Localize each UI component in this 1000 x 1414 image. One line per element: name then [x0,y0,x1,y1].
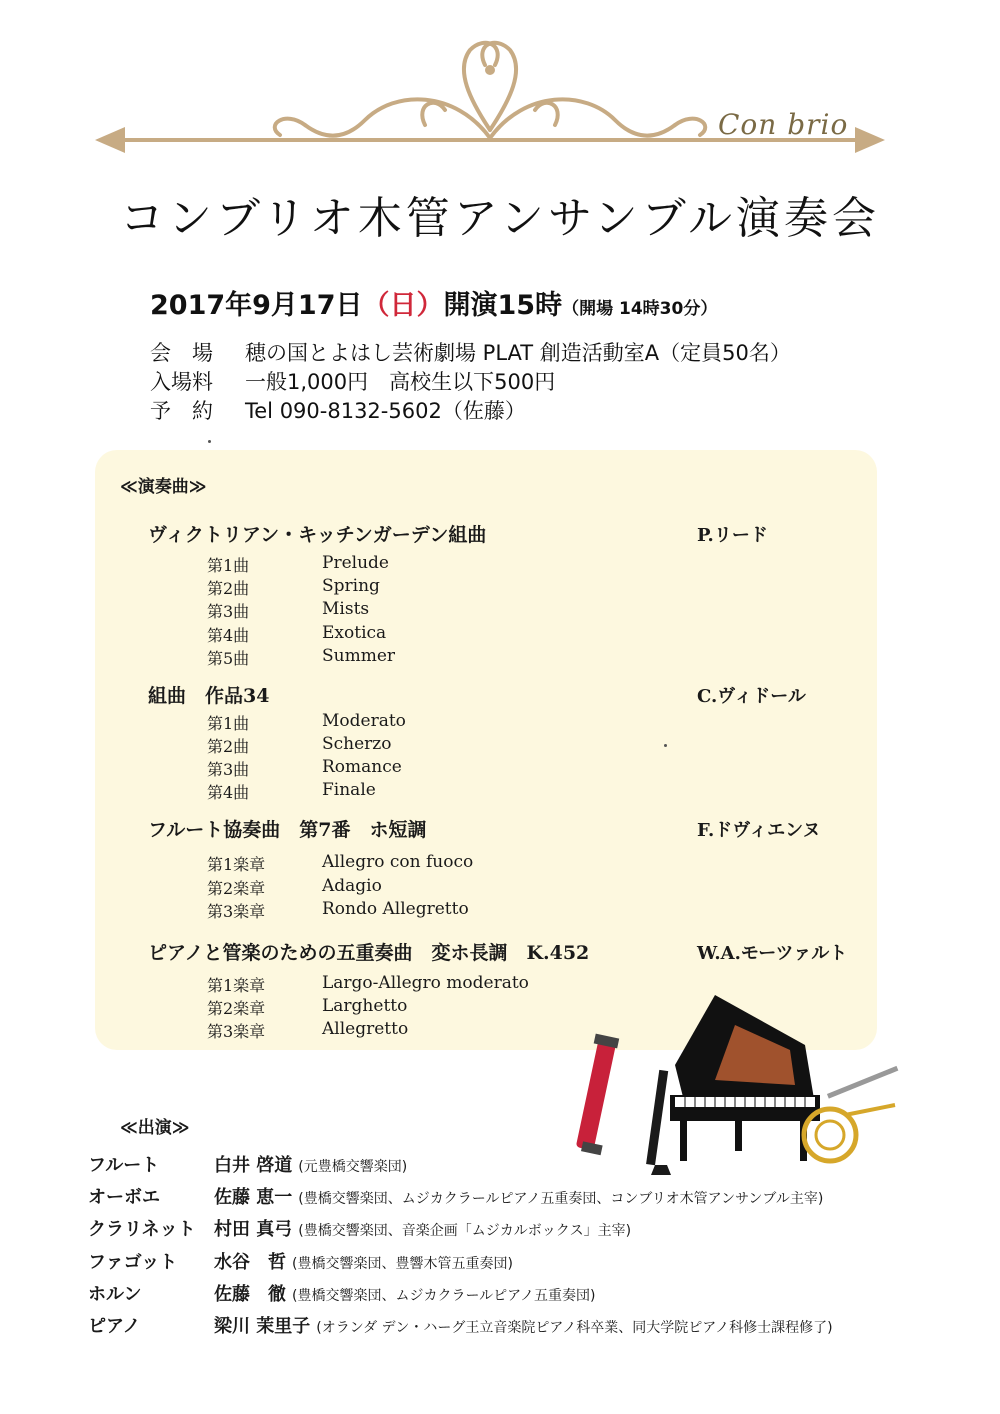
performer-note: (オランダ デン・ハーグ王立音楽院ピアノ科卒業、同大学院ピアノ科修士課程修了) [316,1320,833,1336]
program-heading: ≪演奏曲≫ [120,477,207,497]
movement-title: Larghetto [322,996,408,1016]
performer-note: (豊橋交響楽団、豊響木管五重奏団) [292,1256,513,1272]
performer-row [214,1280,596,1306]
movement-number: 第2楽章 [207,879,266,898]
performer-name: 佐藤 徹 [214,1284,286,1305]
movement-title: Mists [322,599,370,619]
movement-title: Romance [322,757,402,777]
movement-number: 第1曲 [207,556,250,575]
performers-heading: ≪出演≫ [120,1118,190,1138]
speck [208,440,211,443]
piano-icon [670,995,820,1161]
performer-row [214,1183,823,1209]
performer-instrument: オーボエ [88,1187,160,1208]
performer-note: (豊橋交響楽団、ムジカクラールピアノ五重奏団) [292,1288,596,1304]
movement-number: 第2曲 [207,737,250,756]
performer-name: 佐藤 恵一 [214,1187,293,1208]
performer-note: (豊橋交響楽団、音楽企画「ムジカルボックス」主宰) [298,1223,632,1239]
performer-row [214,1248,513,1274]
movement-number: 第3曲 [207,760,250,779]
movement-title: Spring [322,576,380,596]
piece-composer: F.ドヴィエンヌ [697,820,821,841]
performer-name: 梁川 茉里子 [214,1316,311,1337]
speck [664,744,667,747]
info-value: Tel 090-8132-5602（佐藤） [245,399,526,423]
movement-title: Allegro con fuoco [322,852,474,872]
piece-title: フルート協奏曲 第7番 ホ短調 [148,819,427,841]
movement-number: 第3楽章 [207,902,266,921]
performer-note: (元豊橋交響楽団) [298,1159,408,1175]
movement-title: Allegretto [322,1019,409,1039]
movement-title: Prelude [322,553,389,573]
info-label: 予 約 [150,399,213,423]
movement-number: 第2曲 [207,579,250,598]
performer-instrument: ホルン [88,1284,142,1305]
logo-con-brio: Con brio [718,108,849,141]
movement-title: Exotica [322,623,387,643]
info-label: 入場料 [150,370,213,394]
doors-time: （開場 14時30分） [562,299,718,319]
piece-title: 組曲 作品34 [148,685,270,707]
movement-title: Largo-Allegro moderato [322,973,529,993]
instruments-illustration [575,985,905,1180]
movement-title: Summer [322,646,396,666]
horn-icon [804,1105,895,1161]
movement-number: 第4曲 [207,783,250,802]
performer-instrument: ファゴット [88,1252,178,1273]
movement-number: 第1曲 [207,714,250,733]
performer-name: 白井 啓道 [214,1155,293,1176]
piece-composer: P.リード [697,525,768,546]
info-value: 穂の国とよはし芸術劇場 PLAT 創造活動室A（定員50名） [245,341,791,365]
info-reservation [150,395,526,425]
performer-name: 水谷 哲 [214,1252,286,1273]
performer-instrument: クラリネット [88,1219,196,1240]
piece-title: ヴィクトリアン・キッチンガーデン組曲 [148,524,487,546]
movement-title: Adagio [322,876,382,896]
piece-title: ピアノと管楽のための五重奏曲 変ホ長調 K.452 [148,942,590,964]
movement-number: 第1楽章 [207,976,266,995]
performer-row [214,1215,631,1241]
movement-title: Rondo Allegretto [322,899,469,919]
movement-number: 第1楽章 [207,855,266,874]
clarinet-icon [646,1070,671,1175]
movement-title: Moderato [322,711,406,731]
performer-row [214,1151,407,1177]
movement-number: 第3楽章 [207,1022,266,1041]
piece-composer: W.A.モーツァルト [697,943,848,964]
info-venue [150,337,791,367]
performer-instrument: フルート [88,1155,160,1176]
movement-title: Scherzo [322,734,392,754]
info-admission [150,366,555,396]
date-weekday: （日） [362,290,444,321]
performer-row [214,1312,833,1338]
movement-title: Finale [322,780,376,800]
page-title: コンブリオ木管アンサンブル演奏会 [119,193,881,244]
flute-icon [827,1066,898,1099]
performer-name: 村田 真弓 [214,1219,293,1240]
date-line [150,283,717,322]
info-label: 会 場 [150,341,213,365]
movement-number: 第5曲 [207,649,250,668]
performer-note: (豊橋交響楽団、ムジカクラールピアノ五重奏団、コンブリオ木管アンサンブル主宰) [298,1191,824,1207]
start-time: 開演15時 [443,290,563,321]
bassoon-icon [576,1034,619,1156]
performer-instrument: ピアノ [88,1316,141,1337]
ornament-header [95,30,885,170]
movement-number: 第4曲 [207,626,250,645]
movement-number: 第3曲 [207,602,250,621]
date-main: 2017年9月17日 [150,290,363,321]
piece-composer: C.ヴィドール [697,686,806,707]
info-value: 一般1,000円 高校生以下500円 [245,370,556,394]
movement-number: 第2楽章 [207,999,266,1018]
